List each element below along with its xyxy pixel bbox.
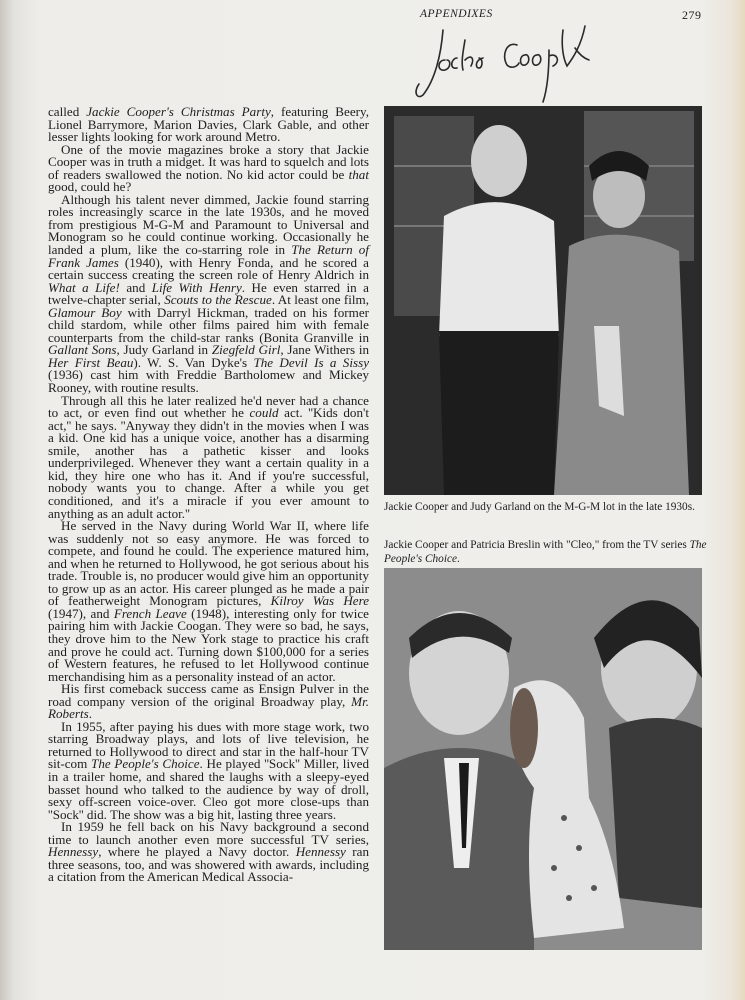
paragraph-text: with Darryl Hickman, traded on his former child stardom, while other films paired him with female counterparts from the child-star ranks (Bonita Granville in [48,304,369,345]
title-italic: The Return of Frank James [48,242,369,270]
article-body [48,106,369,884]
photo1-caption: Jackie Cooper and Judy Garland on the M-G-M lot in the late 1930s. [384,501,695,513]
paragraph-text: . He played ''Sock'' Miller, lived in a trailer home, and shared the laughs with a sleepy-eyed basset hound who talked to the audience by way of droll, sexy off-screen voice-over. Cleo got more close-ups than ''Sock'' did. The show was a big hit, lasting three years. [48,756,369,822]
autograph-signature [405,0,605,110]
paragraph-text: (1948), interesting only for twice pairing him with Jackie Coogan. They were so bad, he says, they drove him to the New York stage to practice his craft and prove he could act. Turning down $100,000 for a series of Western features, he refused to let Hollywood continue merchandising him as a personality instead of an actor. [48,605,369,684]
body-paragraph [48,718,369,822]
paragraph-text: In 1959 he fell back on his Navy background a second time to launch another even more successful TV series, [48,819,369,847]
photo-cooper-garland [384,106,702,495]
caption-show-title: The People's Choice [384,539,707,565]
title-italic: Hennessy [48,844,99,860]
title-italic: could [249,405,279,421]
paragraph-text: One of the movie magazines broke a story that Jackie Cooper was in truth a midget. It was hard to squelch and lots of readers swallowed the notion. No kid actor could be [48,141,369,182]
paragraph-text: Although his talent never dimmed, Jackie found starring roles increasingly scarce in the late 1930s, and he moved from prestigious M-G-M and Paramount to Universal and Monogram so he could continue working. Occasionally he landed a plum, like the co-starring role in [48,191,369,258]
paragraph-text: ). W. S. Van Dyke's [133,354,254,370]
paragraph-text: ran three seasons, too, and was showered with awards, including a citation from the American Medical Associa- [48,844,369,885]
running-head: APPENDIXES [420,8,493,20]
photo-cooper-breslin-cleo [384,568,702,950]
title-italic: Life With Henry [151,279,242,295]
title-italic: Kilroy Was Here [270,593,370,609]
paragraph-text: . [88,706,93,722]
paragraph-text: , where he played a Navy doctor. [98,844,296,860]
title-italic: that [348,166,369,182]
title-italic: Her First Beau [48,354,134,370]
paragraph-text: . He even starred in a twelve-chapter serial, [48,279,369,308]
paragraph-text: , Judy Garland in [116,342,212,358]
paragraph-text: , Jane Withers in [280,342,370,358]
body-paragraph [48,191,370,396]
paragraph-text: and [119,279,152,295]
body-paragraph [48,392,369,521]
caption-period: . [457,553,460,565]
title-italic: Scouts to the Rescue [164,292,272,308]
paragraph-text: . At least one film, [271,292,370,308]
body-paragraph [48,821,369,884]
paragraph-text: In 1955, after paying his dues with more stage work, two starring Broadway plays, and lots of live television, he returned to Hollywood to direct and star in the half-hour TV sit-com [48,718,369,772]
body-paragraph [48,106,369,144]
paragraph-text: (1947), and [48,605,114,621]
title-italic: Ziegfeld Girl [211,342,281,358]
photo2-caption [384,538,714,566]
title-italic: Gallant Sons [48,342,117,358]
title-italic: The People's Choice [91,756,200,772]
page-number: 279 [682,8,702,22]
title-italic: Hennessy [295,844,346,860]
paragraph-text: (1940), with Henry Fonda, and he scored a certain success creating the screen role of Henry Aldrich in [48,254,369,283]
title-italic: Mr. Roberts [48,693,369,722]
title-italic: Jackie Cooper's Christmas Party [86,104,271,119]
paragraph-text: called [48,104,87,119]
title-italic: Glamour Boy [48,304,122,320]
title-italic: French Leave [113,605,187,621]
paragraph-text: (1936) cast him with Freddie Bartholomew and Mickey Rooney, with routine results. [48,367,369,396]
body-paragraph [48,683,369,721]
title-italic: What a Life! [48,279,120,295]
paragraph-text: Through all this he later realized he'd never had a chance to act, or even find out whether he [48,392,369,421]
caption-text: Jackie Cooper and Patricia Breslin with "Cleo," from the TV series [384,539,690,551]
paragraph-text: , featuring Beery, Lionel Barrymore, Marion Davies, Clark Gable, and other lesser lights looking for work around Metro. [48,104,369,145]
title-italic: The Devil Is a Sissy [253,354,369,370]
body-paragraph [48,141,369,195]
paragraph-text: act. ''Kids don't act,'' he says. ''Anyway they didn't in the movies when I was a kid. One kid has a unique voice, another has a disarming smile, another has a pathetic kisser and looks underprivileged. Whenever they want a certain quality in a kid, they hire one who has it. And if you're successful, nobody wants you to change. After a while you get conditioned, and it's a miracle if you ever amount to anything as an adult actor.'' [48,405,369,521]
paragraph-text: His first comeback success came as Ensign Pulver in the road company version of the original Broadway play, [48,681,369,709]
body-paragraph [48,520,369,683]
paragraph-text: He served in the Navy during World War II, where life was suddenly not so easy anymore. He was forced to compete, and found he could. The experience matured him, and when he returned to Hollywood, he got serious about his trade. Trouble is, no producer would give him an opportunity to grow up as an actor. His career plunged as he made a pair of featherweight Monogram pictures, [48,518,369,609]
paragraph-text: good, could he? [48,179,132,195]
